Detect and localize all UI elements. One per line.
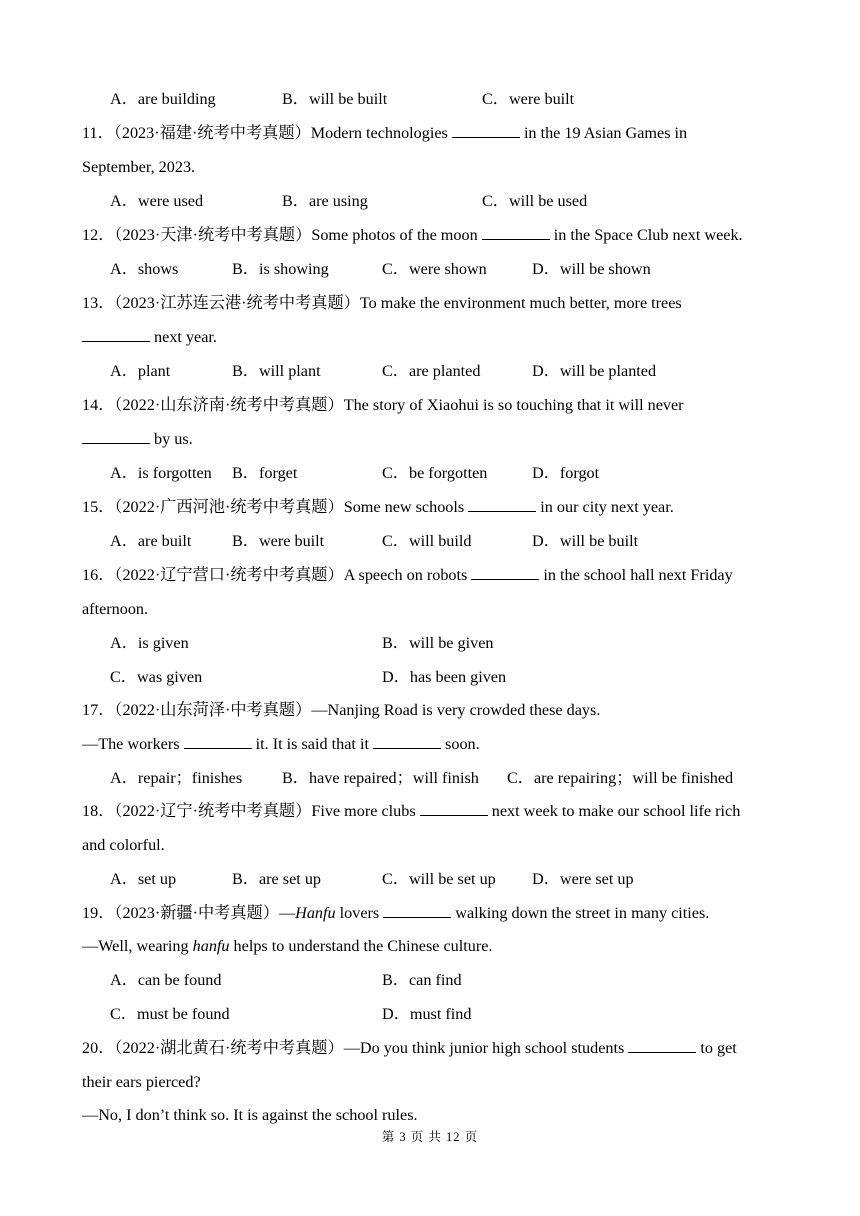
question-17-stem: 17．（2022·山东菏泽·中考真题）—Nanjing Road is very crowded these days. <box>82 701 601 719</box>
answer-blank <box>184 734 252 749</box>
answer-blank <box>373 734 441 749</box>
answer-blank <box>383 903 451 918</box>
answer-blank <box>471 565 539 580</box>
option-c: C．were shown <box>382 260 487 278</box>
question-18-stem: 18．（2022·辽宁·统考中考真题）Five more clubs next week to make our school life rich <box>82 802 741 820</box>
option-a: A．were used <box>110 192 204 210</box>
option-d: D．must find <box>382 1005 472 1023</box>
option-a: A．is forgotten <box>110 464 212 482</box>
option-c: C．are planted <box>382 362 481 380</box>
question-11-stem: 11．（2023·福建·统考中考真题）Modern technologies in the 19 Asian Games in <box>82 124 688 142</box>
option-c: C．be forgotten <box>382 464 488 482</box>
answer-blank <box>468 497 536 512</box>
option-c: C．will build <box>382 532 472 550</box>
option-a: A．are built <box>110 532 192 550</box>
question-14-stem: 14．（2022·山东济南·统考中考真题）The story of Xiaohui is so touching that it will never <box>82 396 684 414</box>
question-15-stem: 15．（2022·广西河池·统考中考真题）Some new schools in our city next year. <box>82 498 674 516</box>
question-16-stem: 16．（2022·辽宁营口·统考中考真题）A speech on robots in the school hall next Friday <box>82 566 733 584</box>
option-c: C．are repairing；will be finished <box>507 769 734 787</box>
option-d: D．forgot <box>532 464 600 482</box>
question-19-dialog-2: —Well, wearing hanfu helps to understand the Chinese culture. <box>82 937 493 955</box>
option-b: B．will be given <box>382 634 494 652</box>
option-c: C．will be used <box>482 192 588 210</box>
answer-blank <box>452 123 520 138</box>
option-a: A．plant <box>110 362 171 380</box>
question-13-stem: 13．（2023·江苏连云港·统考中考真题）To make the environment much better, more trees <box>82 294 682 312</box>
question-20-dialog-2: —No, I don’t think so. It is against the school rules. <box>82 1106 418 1124</box>
option-b: B．forget <box>232 464 298 482</box>
answer-blank <box>82 327 150 342</box>
option-b: B．are set up <box>232 870 322 888</box>
question-20-stem: 20．（2022·湖北黄石·统考中考真题）—Do you think junior high school students to get <box>82 1039 737 1057</box>
option-c: C．must be found <box>110 1005 230 1023</box>
question-13-stem-cont: next year. <box>82 327 217 347</box>
option-d: D．were set up <box>532 870 634 888</box>
question-16-stem-cont: afternoon. <box>82 600 149 618</box>
option-a: A．is given <box>110 634 189 652</box>
option-b: B．have repaired；will finish <box>282 769 479 787</box>
answer-blank <box>420 801 488 816</box>
option-c: C．will be set up <box>382 870 496 888</box>
option-b: B．can find <box>382 971 462 989</box>
option-c: C．were built <box>482 90 575 108</box>
option-b: B．is showing <box>232 260 329 278</box>
option-b: B．will be built <box>282 90 388 108</box>
option-b: B．are using <box>282 192 368 210</box>
answer-blank <box>628 1038 696 1053</box>
option-d: D．will be built <box>532 532 639 550</box>
question-19-stem: 19．（2023·新疆·中考真题）—Hanfu lovers walking down the street in many cities. <box>82 904 710 922</box>
option-a: A．can be found <box>110 971 222 989</box>
question-12-stem: 12．（2023·天津·统考中考真题）Some photos of the moon in the Space Club next week. <box>82 226 743 244</box>
option-a: A．are building <box>110 90 216 108</box>
option-a: A．set up <box>110 870 177 888</box>
question-17-dialog-2: —The workers it. It is said that it soon. <box>82 735 480 753</box>
answer-blank <box>482 225 550 240</box>
option-d: D．will be shown <box>532 260 651 278</box>
question-20-stem-cont: their ears pierced? <box>82 1073 201 1091</box>
option-d: D．will be planted <box>532 362 657 380</box>
question-18-stem-cont: and colorful. <box>82 836 165 854</box>
page-number-footer: 第 3 页 共 12 页 <box>381 1130 479 1144</box>
option-c: C．was given <box>110 668 203 686</box>
question-11-stem-cont: September, 2023. <box>82 158 196 176</box>
option-a: A．repair；finishes <box>110 769 243 787</box>
option-b: B．will plant <box>232 362 321 380</box>
question-14-stem-cont: by us. <box>82 429 193 449</box>
option-b: B．were built <box>232 532 325 550</box>
option-a: A．shows <box>110 260 179 278</box>
option-d: D．has been given <box>382 668 507 686</box>
answer-blank <box>82 429 150 444</box>
